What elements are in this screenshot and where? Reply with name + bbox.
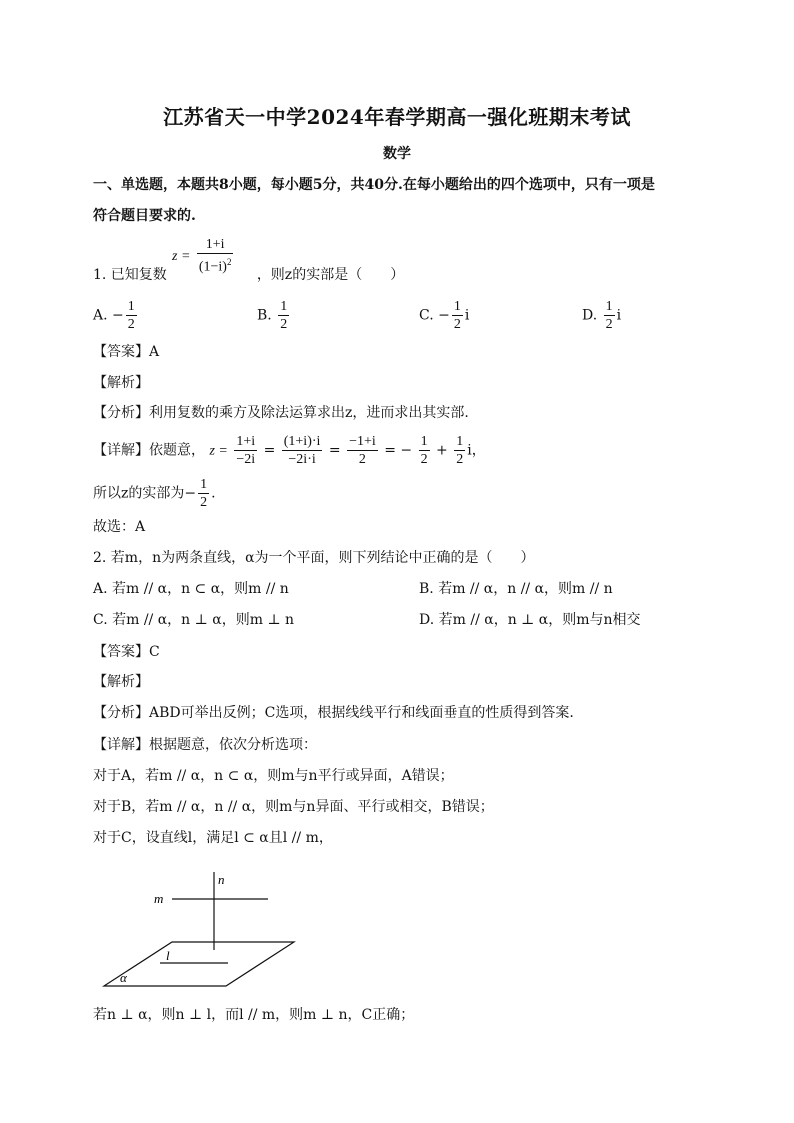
q2-option-a: A. 若m // α，n ⊂ α，则m // n (93, 581, 289, 597)
q1-detail-frac5 (454, 433, 465, 468)
q1-analysis-head: 【解析】 (93, 375, 149, 391)
q2-for-a: 对于A，若m // α，n ⊂ α，则m与n平行或异面，A错误； (93, 768, 454, 784)
q1-detail-frac2-den: −2i·i (288, 452, 316, 467)
q1-option-c-label: C. (419, 307, 434, 324)
q1-option-d-frac (604, 298, 615, 333)
q1-option-a-den: 2 (127, 317, 135, 332)
q1-option-c (419, 298, 469, 333)
section-heading-line1: 一、单选题，本题共8小题，每小题5分，共40分.在每小题给出的四个选项中，只有一项是 (93, 177, 655, 193)
q1-option-c-tail: i (464, 307, 470, 324)
q1-detail-frac4-num: 1 (420, 434, 428, 449)
q1-option-a (93, 298, 139, 333)
q1-prefix: 1. 已知复数 (93, 267, 167, 283)
q1-detail-plus: + (436, 442, 448, 459)
q2-answer: 【答案】C (93, 644, 160, 660)
q1-detail-frac5-num: 1 (456, 434, 464, 449)
q1-detail-eq1: = (263, 442, 276, 459)
label-l: l (166, 948, 170, 963)
q1-option-d (582, 298, 621, 333)
q1-option-d-num: 1 (605, 299, 613, 314)
label-m: m (154, 891, 164, 906)
q1-option-b-num: 1 (280, 299, 288, 314)
q1-option-d-tail: i (616, 307, 622, 324)
q1-detail-eq2: = (328, 442, 341, 459)
subject-heading: 数学 (383, 146, 411, 162)
q1-real-suffix: . (211, 485, 216, 502)
q1-detail-frac4-den: 2 (420, 452, 428, 467)
q1-option-d-label: D. (582, 307, 598, 324)
q1-frac-num: 1+i (197, 236, 234, 254)
q2-stem: 2. 若m，n为两条直线，α为一个平面，则下列结论中正确的是（ ） (93, 550, 535, 566)
q2-fenxi: 【分析】ABD可举出反例；C选项，根据线线平行和线面垂直的性质得到答案. (93, 705, 574, 721)
plane-alpha (104, 942, 294, 986)
q1-detail-frac2 (282, 433, 323, 468)
q2-option-d: D. 若m // α，n ⊥ α，则m与n相交 (419, 612, 641, 628)
q1-detail-prefix: 【详解】依题意， (93, 442, 205, 459)
q1-option-d-den: 2 (605, 317, 613, 332)
q1-detail-frac3 (347, 433, 378, 468)
label-n: n (218, 872, 225, 887)
q1-option-c-sign: − (438, 307, 450, 324)
q2-for-c: 对于C，设直线l，满足l ⊂ α且l // m， (93, 830, 333, 846)
q2-analysis-head: 【解析】 (93, 674, 149, 690)
q1-real-den: 2 (200, 495, 208, 510)
q1-real-prefix: 所以z的实部为− (93, 485, 197, 502)
q1-detail-frac5-den: 2 (456, 452, 464, 467)
q1-detail-frac3-num: −1+i (349, 434, 376, 449)
q1-real-frac (198, 476, 209, 511)
q1-option-a-num: 1 (127, 299, 135, 314)
q1-frac-den-sup: 2 (226, 257, 232, 267)
q1-detail-z: z = (209, 443, 228, 459)
q1-detail-frac4 (419, 433, 430, 468)
q2-conclusion: 若n ⊥ α，则n ⊥ l，而l // m，则m ⊥ n，C正确； (93, 1007, 415, 1023)
section-heading-line2: 符合题目要求的. (93, 208, 196, 224)
q1-option-b-frac (278, 298, 289, 333)
q1-option-b-label: B. (257, 307, 272, 324)
q2-option-b: B. 若m // α，n // α，则m // n (419, 581, 613, 597)
q1-detail (93, 433, 486, 468)
q1-suffix: ，则z的实部是（ ） (256, 267, 405, 283)
q1-detail-frac1-num: 1+i (236, 434, 256, 449)
q1-detail-frac1 (234, 433, 257, 468)
page-title: 江苏省天一中学2024年春学期高一强化班期末考试 (163, 105, 631, 129)
q1-option-a-label: A. (93, 307, 108, 324)
q1-fenxi: 【分析】利用复数的乘方及除法运算求出z，进而求出其实部. (93, 405, 469, 421)
label-alpha: α (120, 970, 127, 985)
q2-option-c: C. 若m // α，n ⊥ α，则m ⊥ n (93, 612, 295, 628)
q1-option-c-den: 2 (453, 317, 461, 332)
q1-detail-i-tail: i， (467, 442, 486, 459)
q1-detail-frac2-num: (1+i)·i (283, 434, 321, 449)
q1-option-a-sign: − (112, 307, 124, 324)
q1-option-a-frac (126, 298, 137, 333)
q1-detail-frac1-den: −2i (236, 452, 256, 467)
q1-stem (93, 266, 404, 284)
q1-z-eq: z = (172, 248, 191, 264)
q1-answer: 【答案】A (93, 344, 160, 360)
q2-for-b: 对于B，若m // α，n // α，则m与n异面、平行或相交，B错误； (93, 799, 494, 815)
geometry-figure (96, 868, 296, 996)
q1-option-c-num: 1 (453, 299, 461, 314)
q1-choose: 故选：A (93, 519, 146, 535)
q1-option-b-den: 2 (280, 317, 288, 332)
q1-frac-den-base: (1−i) (198, 259, 227, 275)
q1-real-part (93, 476, 216, 511)
q1-detail-frac3-den: 2 (358, 452, 366, 467)
q1-option-b (257, 298, 291, 333)
q1-real-num: 1 (200, 477, 208, 492)
q2-detail: 【详解】根据题意，依次分析选项： (93, 737, 317, 753)
q1-option-c-frac (452, 298, 463, 333)
q1-detail-minus: = − (384, 442, 413, 459)
